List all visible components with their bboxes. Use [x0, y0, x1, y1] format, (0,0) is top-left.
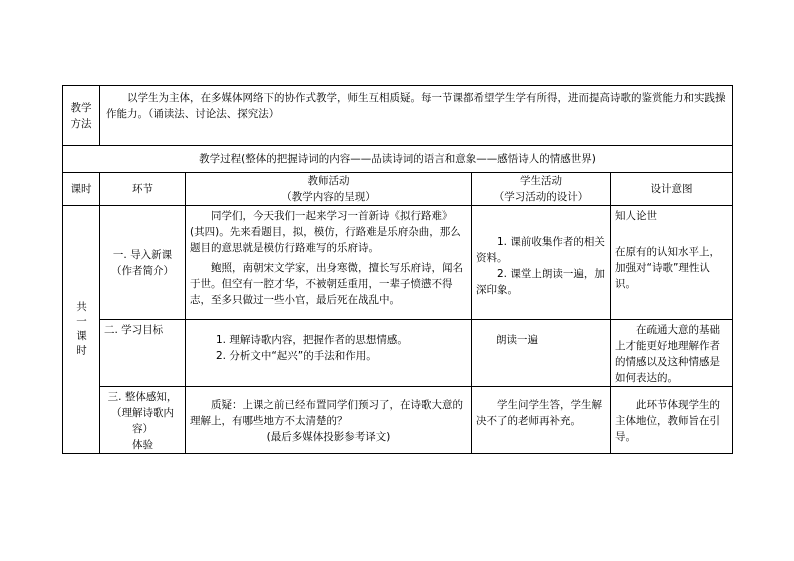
teacher-note: (最后多媒体投影参考译文): [266, 431, 391, 443]
student-item: 2. 课堂上朗读一遍，加深印象。: [476, 268, 605, 296]
student-item: 朗读一遍: [496, 334, 538, 346]
design-cell: [611, 320, 733, 387]
lesson-plan-table: [62, 85, 733, 454]
student-cell: [472, 387, 611, 454]
teacher-paragraph: 鲍照，南朝宋文学家，出身寒微，擅长写乐府诗，闻名于世。但空有一腔才华，不被朝廷重用，一辈子愤懑不得志，至多只做过一些小官，最后死在战乱中。: [190, 262, 463, 306]
header-teacher: [186, 173, 472, 206]
step-sublabel: 体验: [132, 439, 153, 451]
design-text: 此环节体现学生的主体地位，教师旨在引导。: [615, 399, 720, 443]
step-label: 三. 整体感知，（理解诗歌内容）: [107, 391, 178, 435]
step-cell: [100, 387, 186, 454]
student-item: 学生问学生答，学生解决不了的老师再补充。: [476, 399, 602, 427]
design-cell: [611, 206, 733, 320]
design-text: 在疏通大意的基础上才能更好地理解作者的情感以及这种情感是如何表达的。: [615, 324, 720, 384]
step-label: 一. 导入新课: [112, 248, 173, 261]
header-teacher-sub: （教学内容的呈现）: [281, 191, 376, 203]
teacher-paragraph: 质疑：上课之前已经布置同学们预习了，在诗歌大意的理解上，有哪些地方不太清楚的？: [190, 399, 463, 427]
step-sublabel: （作者简介）: [111, 264, 174, 277]
step-cell: [100, 206, 186, 320]
method-label: 教学方法: [63, 86, 100, 146]
step-cell: [100, 320, 186, 387]
header-step: 环节: [100, 173, 186, 206]
header-student: [472, 173, 611, 206]
period-label: 共一课时: [75, 300, 87, 359]
teacher-cell: [186, 206, 472, 320]
table-row: [63, 320, 733, 387]
header-period: 课时: [63, 173, 100, 206]
process-title: 教学过程(整体的把握诗词的内容——品读诗词的语言和意象——感悟诗人的情感世界): [63, 146, 733, 173]
table-row: [63, 387, 733, 454]
method-text: 以学生为主体，在多媒体网络下的协作式教学，师生互相质疑。每一节课都希望学生学有所得，进而提高诗歌的鉴赏能力和实践操作能力。（诵读法、讨论法、探究法）: [106, 92, 726, 120]
period-cell: [63, 206, 100, 454]
student-cell: [472, 206, 611, 320]
teacher-item: 1. 理解诗歌内容，把握作者的思想情感。: [216, 334, 408, 346]
design-cell: [611, 387, 733, 454]
teacher-cell: [186, 320, 472, 387]
header-teacher-title: 教师活动: [307, 175, 350, 187]
design-text: 在原有的认知水平上，加强对“诗歌”理性认识。: [615, 246, 720, 290]
method-row: [63, 86, 733, 146]
student-cell: [472, 320, 611, 387]
header-student-sub: （学习活动的设计）: [493, 191, 589, 203]
teacher-item: 2. 分析文中“起兴”的手法和作用。: [216, 350, 377, 362]
lesson-plan-page: [62, 85, 732, 454]
process-title-row: [63, 146, 733, 173]
header-student-title: 学生活动: [520, 175, 562, 187]
step-label: 二. 学习目标: [104, 324, 164, 336]
teacher-paragraph: 同学们，今天我们一起来学习一首新诗《拟行路难》(其四)。先来看题目，拟，模仿，行路难是乐府杂曲，那么题目的意思就是模仿行路难写的乐府诗。: [190, 210, 461, 254]
teacher-cell: [186, 387, 472, 454]
design-text: 知人论世: [615, 210, 657, 222]
student-item: 1. 课前收集作者的相关资料。: [476, 236, 605, 264]
header-design: 设计意图: [611, 173, 733, 206]
header-row: [63, 173, 733, 206]
table-row: [63, 206, 733, 320]
